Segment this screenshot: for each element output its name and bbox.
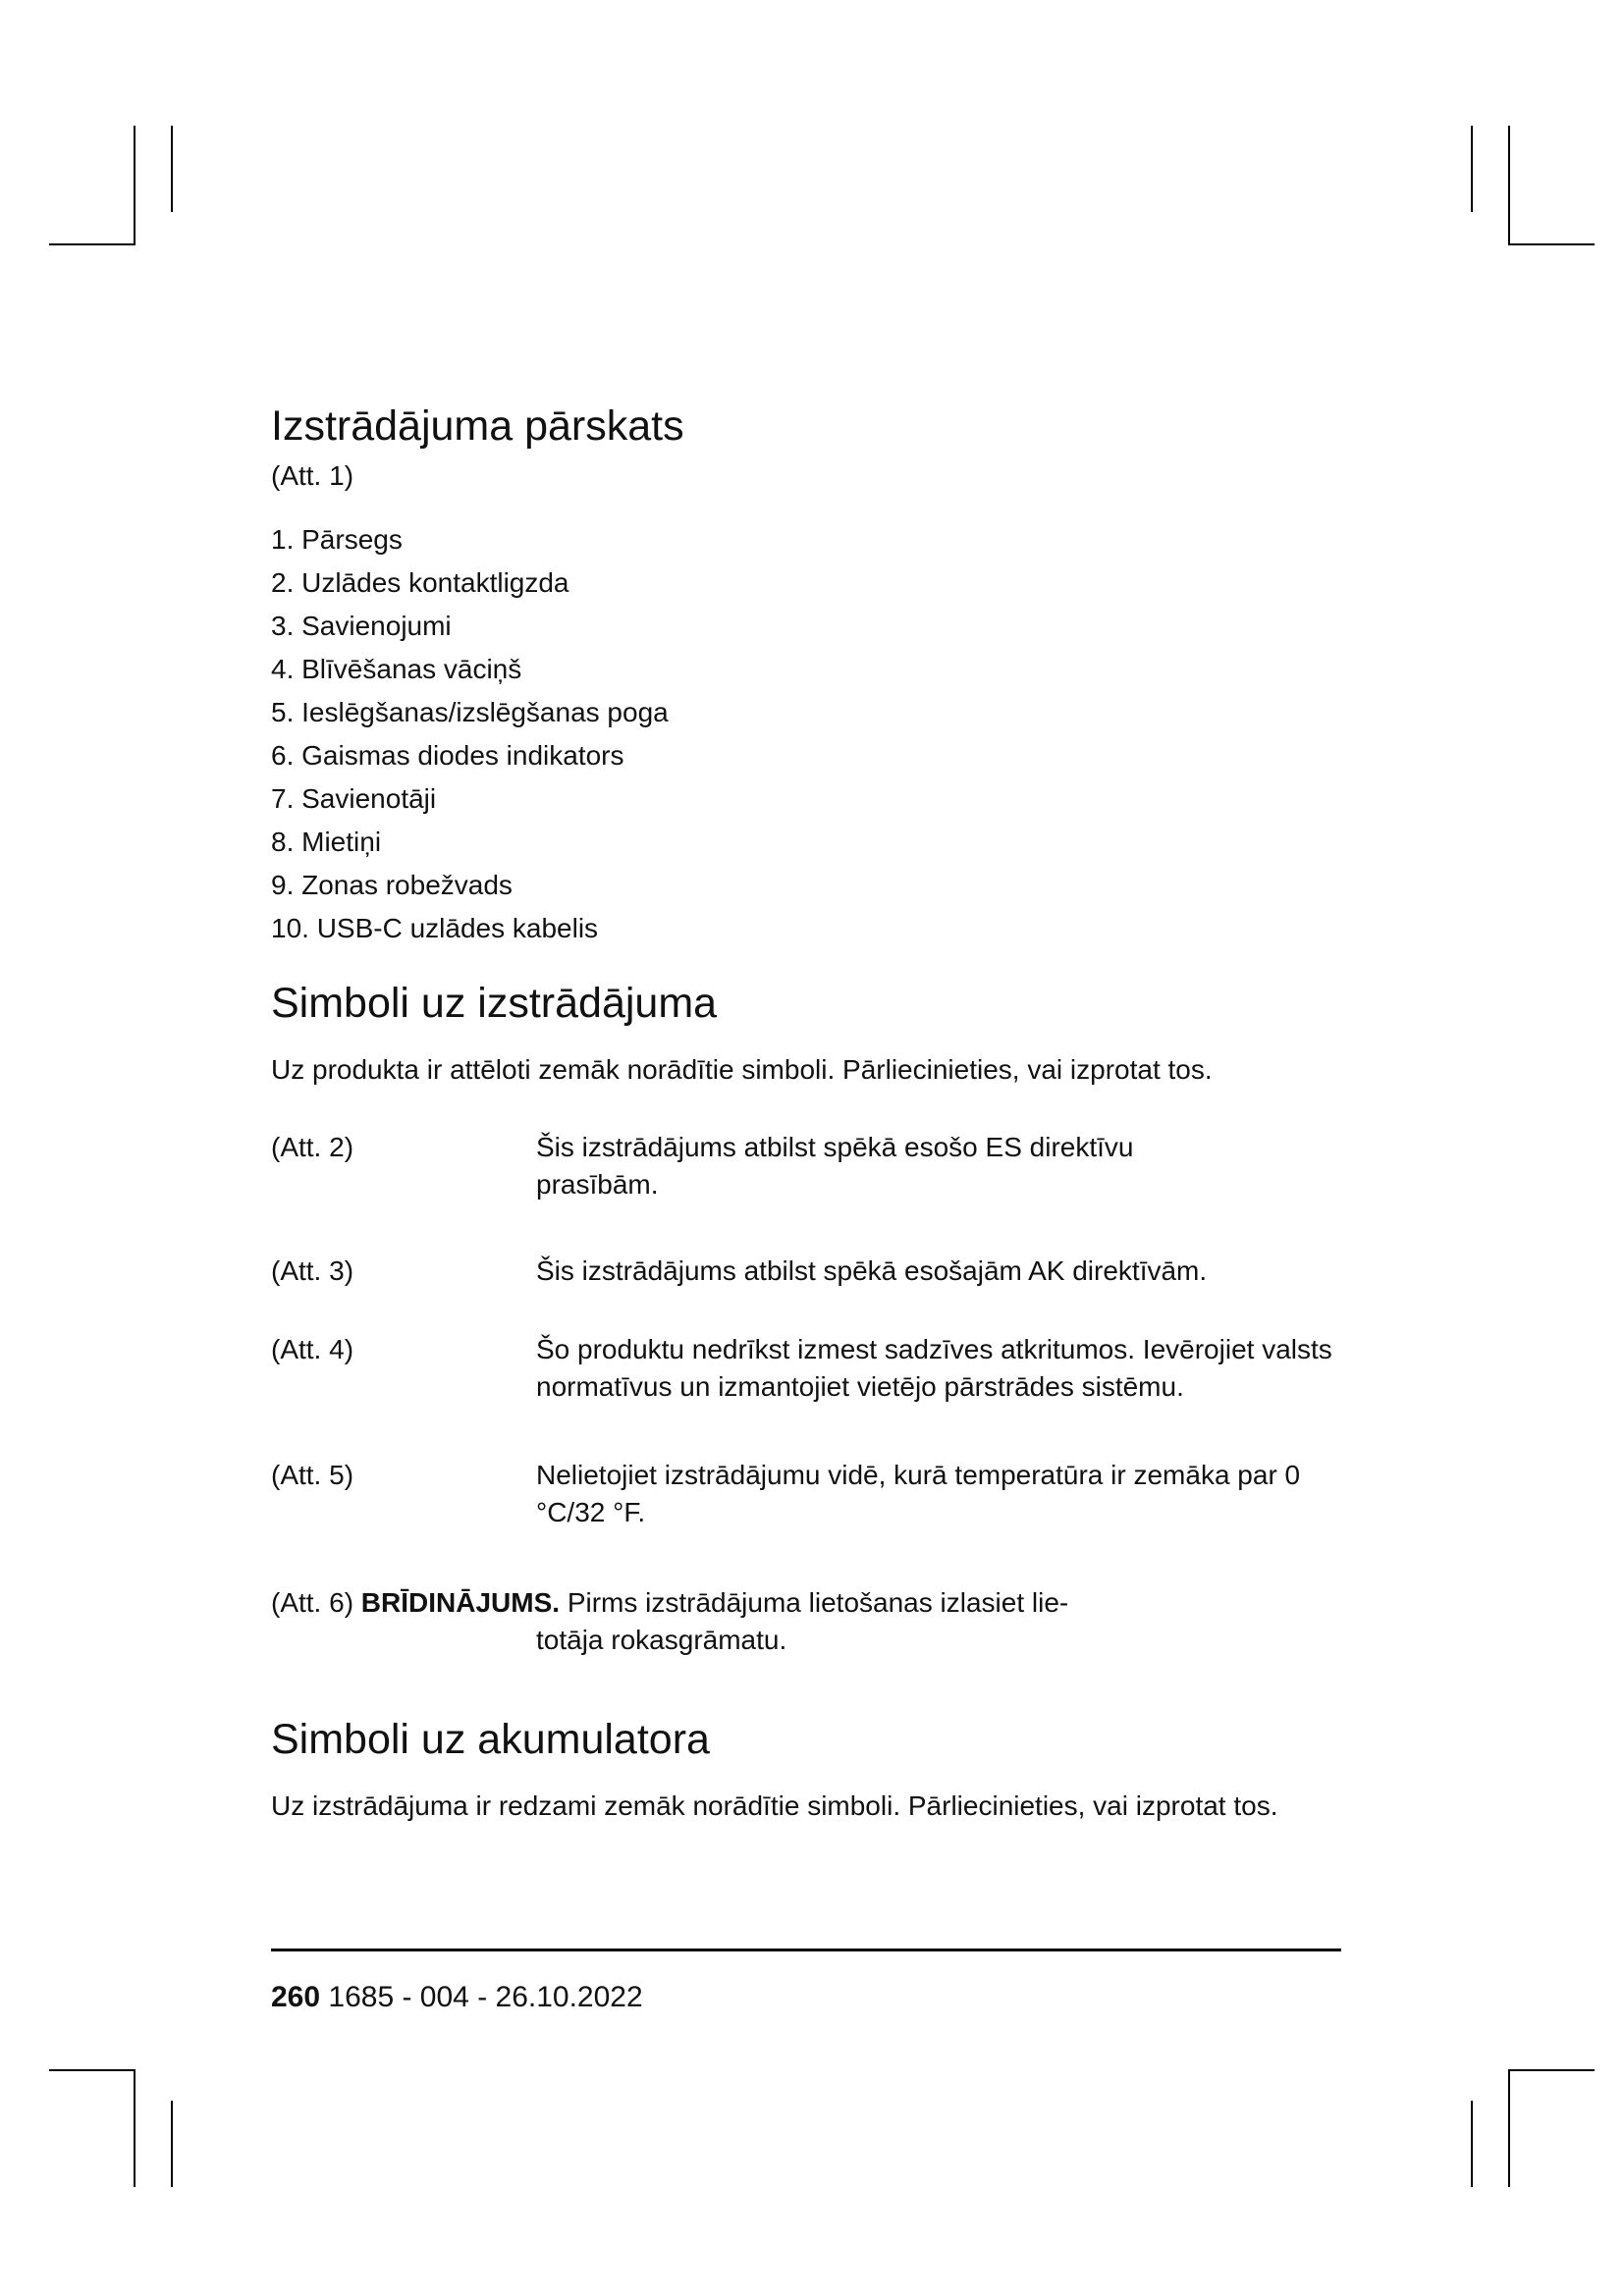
warning-label: BRĪDINĀJUMS. xyxy=(360,1587,561,1618)
battery-symbols-section xyxy=(271,1714,1341,1826)
symbol-ref: (Att. 4) xyxy=(271,1334,354,1364)
list-item: 9. Zonas robežvads xyxy=(271,870,513,900)
warning-text: Pirms izstrādājuma lietošanas izlasiet lie- xyxy=(567,1587,1069,1618)
battery-symbols-intro: Uz izstrādājuma ir redzami zemāk norādītie simboli. Pārliecinieties, vai izprotat tos. xyxy=(271,1790,1278,1821)
symbol-description: Šo produktu nedrīkst izmest sadzīves atkritumos. Ievērojiet valsts normatīvus un izmantojiet vietējo pārstrādes sistēmu. xyxy=(536,1334,1332,1402)
symbol-row xyxy=(271,1457,1341,1531)
page-content xyxy=(271,400,1341,1826)
symbol-description: Nelietojiet izstrādājumu vidē, kurā temperatūra ir zemāka par 0 °C/32 °F. xyxy=(536,1460,1301,1527)
symbol-row xyxy=(271,1129,1341,1203)
list-item: 7. Savienotāji xyxy=(271,783,437,814)
warning-text-continued: totāja rokasgrāmatu. xyxy=(536,1625,787,1655)
symbol-description: Šis izstrādājums atbilst spēkā esošo ES direktīvu prasībām. xyxy=(536,1132,1134,1200)
list-item: 3. Savienojumi xyxy=(271,611,452,641)
page-number: 260 xyxy=(271,1981,321,2013)
doc-info: 1685 - 004 - 26.10.2022 xyxy=(328,1981,643,2013)
product-symbols-intro: Uz produkta ir attēloti zemāk norādītie simboli. Pārliecinieties, vai izprotat tos. xyxy=(271,1054,1213,1085)
symbol-row xyxy=(271,1253,1341,1290)
list-item: 8. Mietiņi xyxy=(271,827,382,857)
overview-section xyxy=(271,400,1341,950)
list-item: 10. USB-C uzlādes kabelis xyxy=(271,913,599,943)
battery-symbols-title: Simboli uz akumulatora xyxy=(271,1716,710,1763)
list-item: 4. Blīvēšanas vāciņš xyxy=(271,654,522,684)
list-item: 6. Gaismas diodes indikators xyxy=(271,740,624,771)
product-symbols-section xyxy=(271,978,1341,1659)
symbol-row xyxy=(271,1331,1341,1406)
symbol-description: Šis izstrādājums atbilst spēkā esošajām AK direktīvām. xyxy=(536,1255,1208,1286)
list-item: 2. Uzlādes kontaktligzda xyxy=(271,567,569,598)
warning-ref: (Att. 6) xyxy=(271,1587,354,1618)
parts-list xyxy=(271,518,1341,950)
footer xyxy=(271,1980,643,2015)
symbol-ref: (Att. 5) xyxy=(271,1460,354,1490)
overview-title: Izstrādājuma pārskats xyxy=(271,402,684,450)
overview-figure-ref: (Att. 1) xyxy=(271,460,354,491)
footer-rule xyxy=(271,1949,1341,1951)
warning-line xyxy=(271,1584,1341,1622)
list-item: 1. Pārsegs xyxy=(271,524,403,555)
list-item: 5. Ieslēgšanas/izslēgšanas poga xyxy=(271,697,669,727)
warning-block xyxy=(271,1584,1341,1659)
product-symbols-title: Simboli uz izstrādājuma xyxy=(271,980,718,1027)
symbol-ref: (Att. 3) xyxy=(271,1255,354,1286)
symbol-ref: (Att. 2) xyxy=(271,1132,354,1162)
